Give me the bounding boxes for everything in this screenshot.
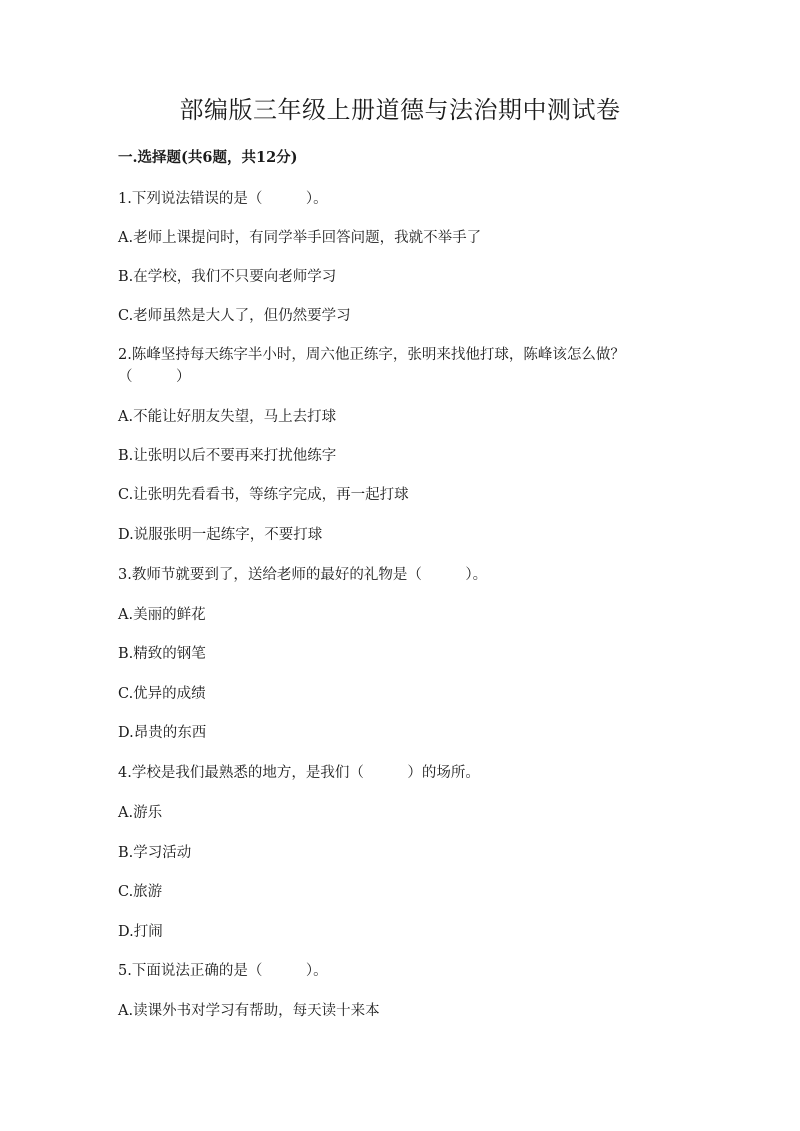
question-1-option-b: B.在学校，我们不只要向老师学习 — [118, 269, 337, 285]
question-4-option-a: A.游乐 — [118, 805, 163, 821]
question-2-option-c: C.让张明先看看书，等练字完成，再一起打球 — [118, 487, 409, 503]
question-3-option-b: B.精致的钢笔 — [118, 646, 206, 662]
question-3-option-c: C.优异的成绩 — [118, 686, 206, 702]
question-2-stem: 2.陈峰坚持每天练字半小时，周六他正练字，张明来找他打球，陈峰该怎么做？（ ） — [118, 347, 625, 385]
question-1-option-c: C.老师虽然是大人了，但仍然要学习 — [118, 308, 351, 324]
question-2-option-b: B.让张明以后不要再来打扰他练字 — [118, 448, 337, 464]
question-5-stem: 5.下面说法正确的是（ ）。 — [118, 963, 328, 979]
question-4-option-d: D.打闹 — [118, 924, 163, 940]
question-3-option-a: A.美丽的鲜花 — [118, 607, 206, 623]
question-1-stem: 1.下列说法错误的是（ ）。 — [118, 191, 328, 207]
question-2-option-d: D.说服张明一起练字，不要打球 — [118, 527, 323, 543]
question-2-option-a: A.不能让好朋友失望，马上去打球 — [118, 409, 337, 425]
question-4-stem: 4.学校是我们最熟悉的地方，是我们（ ）的场所。 — [118, 765, 480, 781]
question-3-stem: 3.教师节就要到了，送给老师的最好的礼物是（ ）。 — [118, 567, 488, 583]
question-1-option-a: A.老师上课提问时，有同学举手回答问题，我就不举手了 — [118, 230, 482, 246]
question-4-option-c: C.旅游 — [118, 884, 163, 900]
page-title: 部编版三年级上册道德与法治期中测试卷 — [179, 96, 621, 124]
section-heading: 一.选择题(共6题，共12分) — [118, 149, 298, 166]
question-3-option-d: D.昂贵的东西 — [118, 725, 207, 741]
question-5-option-a: A.读课外书对学习有帮助，每天读十来本 — [118, 1003, 380, 1019]
question-4-option-b: B.学习活动 — [118, 845, 192, 861]
